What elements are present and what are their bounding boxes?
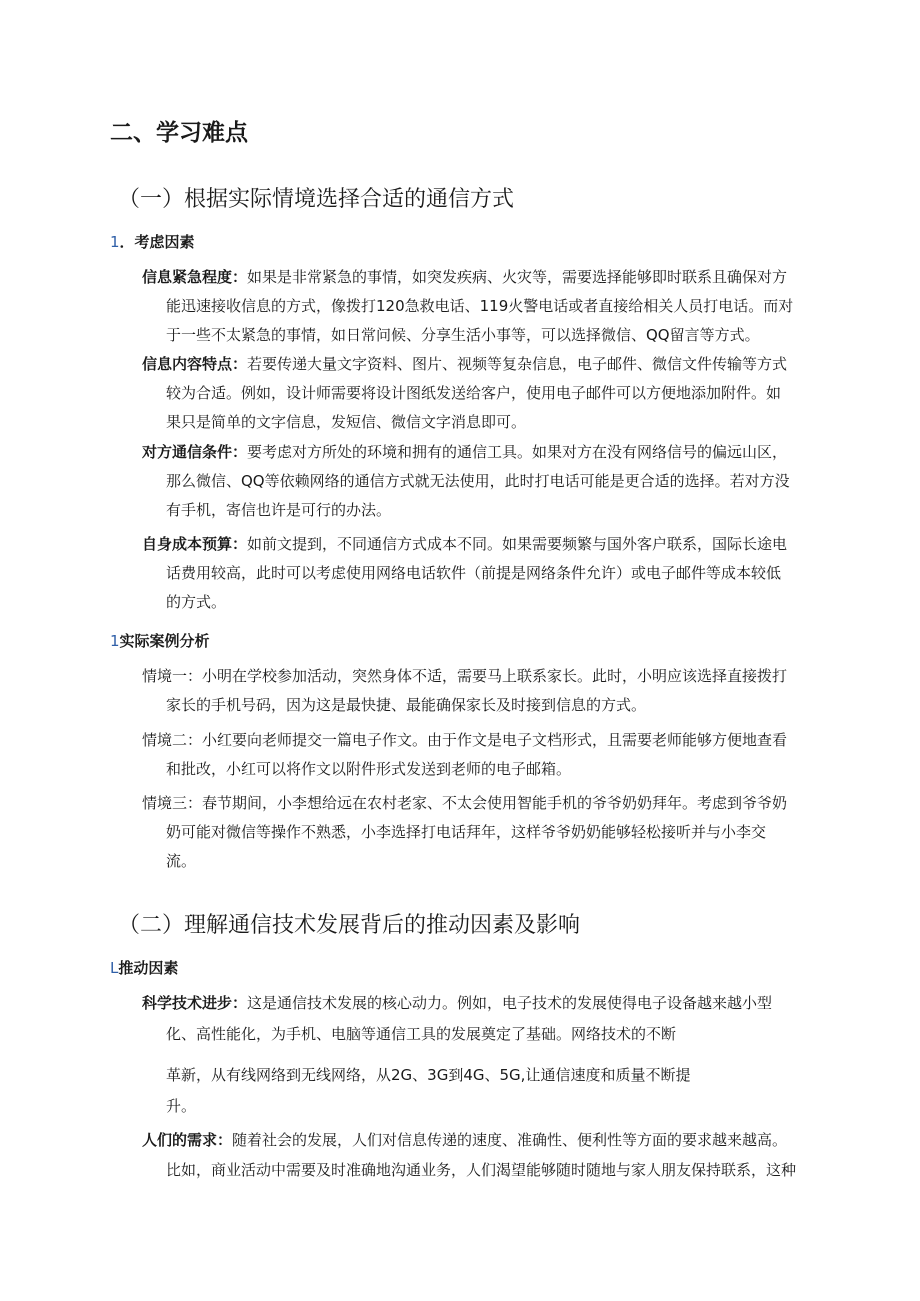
part1-sub1-title: ．考虑因素	[119, 233, 195, 251]
driver-demand-line-2: 比如，商业活动中需要及时准确地沟通业务，人们渴望能够随时随地与家人朋友保持联系，这种	[166, 1161, 797, 1179]
part1-sub1-heading	[110, 231, 195, 252]
factor-content	[142, 350, 814, 437]
part1-sub1-number: 1	[110, 233, 120, 251]
factor-label: 自身成本预算：	[142, 535, 248, 553]
case-line: 情境一：小明在学校参加活动，突然身体不适，需要马上联系家长。此时，小明应该选择直接拨打	[142, 667, 788, 685]
case-line: 情境三：春节期间，小李想给远在农村老家、不太会使用智能手机的爷爷奶奶拜年。考虑到爷爷奶	[142, 794, 788, 812]
factor-line: 有手机，寄信也许是可行的办法。	[166, 501, 392, 519]
factor-line: 的方式。	[166, 593, 227, 611]
factor-text: 如前文提到，不同通信方式成本不同。如果需要频繁与国外客户联系，国际长途电	[247, 535, 788, 553]
section-title: 二、学习难点	[110, 120, 248, 146]
part1-sub2-heading	[110, 630, 210, 651]
part1-sub2-title: 实际案例分析	[119, 632, 210, 650]
part1-sub2-number: 1	[110, 632, 120, 650]
part2-sub1-heading	[110, 957, 178, 978]
driver-tech-line-1	[142, 992, 772, 1013]
factor-line	[142, 438, 814, 467]
factor-label: 信息内容特点：	[142, 355, 248, 373]
factor-text: 要考虑对方所处的环境和拥有的通信工具。如果对方在没有网络信号的偏远山区，	[247, 443, 788, 461]
case-line: 家长的手机号码，因为这是最快捷、最能确保家长及时接到信息的方式。	[166, 696, 647, 714]
case-2	[142, 726, 814, 784]
case-line: 流。	[166, 852, 197, 870]
driver-tech-line-3: 革新，从有线网络到无线网络，从2G、3G到4G、5G,让通信速度和质量不断提	[166, 1066, 691, 1084]
factor-line	[142, 530, 814, 559]
factor-receiver-conditions	[142, 438, 814, 525]
driver-label: 科学技术进步：	[142, 994, 248, 1012]
case-line: 奶可能对微信等操作不熟悉，小李选择打电话拜年，这样爷爷奶奶能够轻松接听并与小李交	[166, 823, 767, 841]
factor-line: 话费用较高，此时可以考虑使用网络电话软件（前提是网络条件允许）或电子邮件等成本较低	[166, 564, 782, 582]
driver-text: 这是通信技术发展的核心动力。例如，电子技术的发展使得电子设备越来越小型	[247, 994, 773, 1012]
factor-line	[142, 350, 814, 379]
driver-text: 随着社会的发展，人们对信息传递的速度、准确性、便利性等方面的要求越来越高。	[232, 1131, 788, 1149]
factor-line: 果只是简单的文字信息，发短信、微信文字消息即可。	[166, 413, 527, 431]
factor-line: 那么微信、QQ等依赖网络的通信方式就无法使用，此时打电话可能是更合适的选择。若对方没	[166, 472, 790, 490]
driver-demand-line-1	[142, 1129, 787, 1150]
factor-label: 对方通信条件：	[142, 443, 248, 461]
part2-sub1-number: L	[110, 959, 119, 977]
case-line: 情境二：小红要向老师提交一篇电子作文。由于作文是电子文档形式，且需要老师能够方便地查看	[142, 731, 788, 749]
case-3	[142, 789, 814, 876]
factor-urgency	[142, 263, 814, 350]
factor-text: 若要传递大量文字资料、图片、视频等复杂信息，电子邮件、微信文件传输等方式	[247, 355, 788, 373]
part2-title: （二）理解通信技术发展背后的推动因素及影响	[118, 913, 581, 938]
factor-label: 信息紧急程度：	[142, 268, 248, 286]
factor-line: 能迅速接收信息的方式，像拨打120急救电话、119火警电话或者直接给相关人员打电话。而对	[166, 297, 794, 315]
case-1	[142, 662, 814, 720]
factor-line: 于一些不太紧急的事情，如日常问候、分享生活小事等，可以选择微信、QQ留言等方式。	[166, 326, 760, 344]
driver-label: 人们的需求：	[142, 1131, 233, 1149]
part2-sub1-title: 推动因素	[118, 959, 179, 977]
part1-title: （一）根据实际情境选择合适的通信方式	[118, 187, 515, 212]
driver-tech-line-4: 升。	[166, 1097, 197, 1115]
case-line: 和批改，小红可以将作文以附件形式发送到老师的电子邮箱。	[166, 760, 572, 778]
factor-line	[142, 263, 814, 292]
factor-line: 较为合适。例如，设计师需要将设计图纸发送给客户，使用电子邮件可以方便地添加附件。如	[166, 384, 782, 402]
factor-text: 如果是非常紧急的事情，如突发疾病、火灾等，需要选择能够即时联系且确保对方	[247, 268, 788, 286]
factor-cost	[142, 530, 814, 617]
driver-tech-line-2: 化、高性能化，为手机、电脑等通信工具的发展奠定了基础。网络技术的不断	[166, 1025, 677, 1043]
